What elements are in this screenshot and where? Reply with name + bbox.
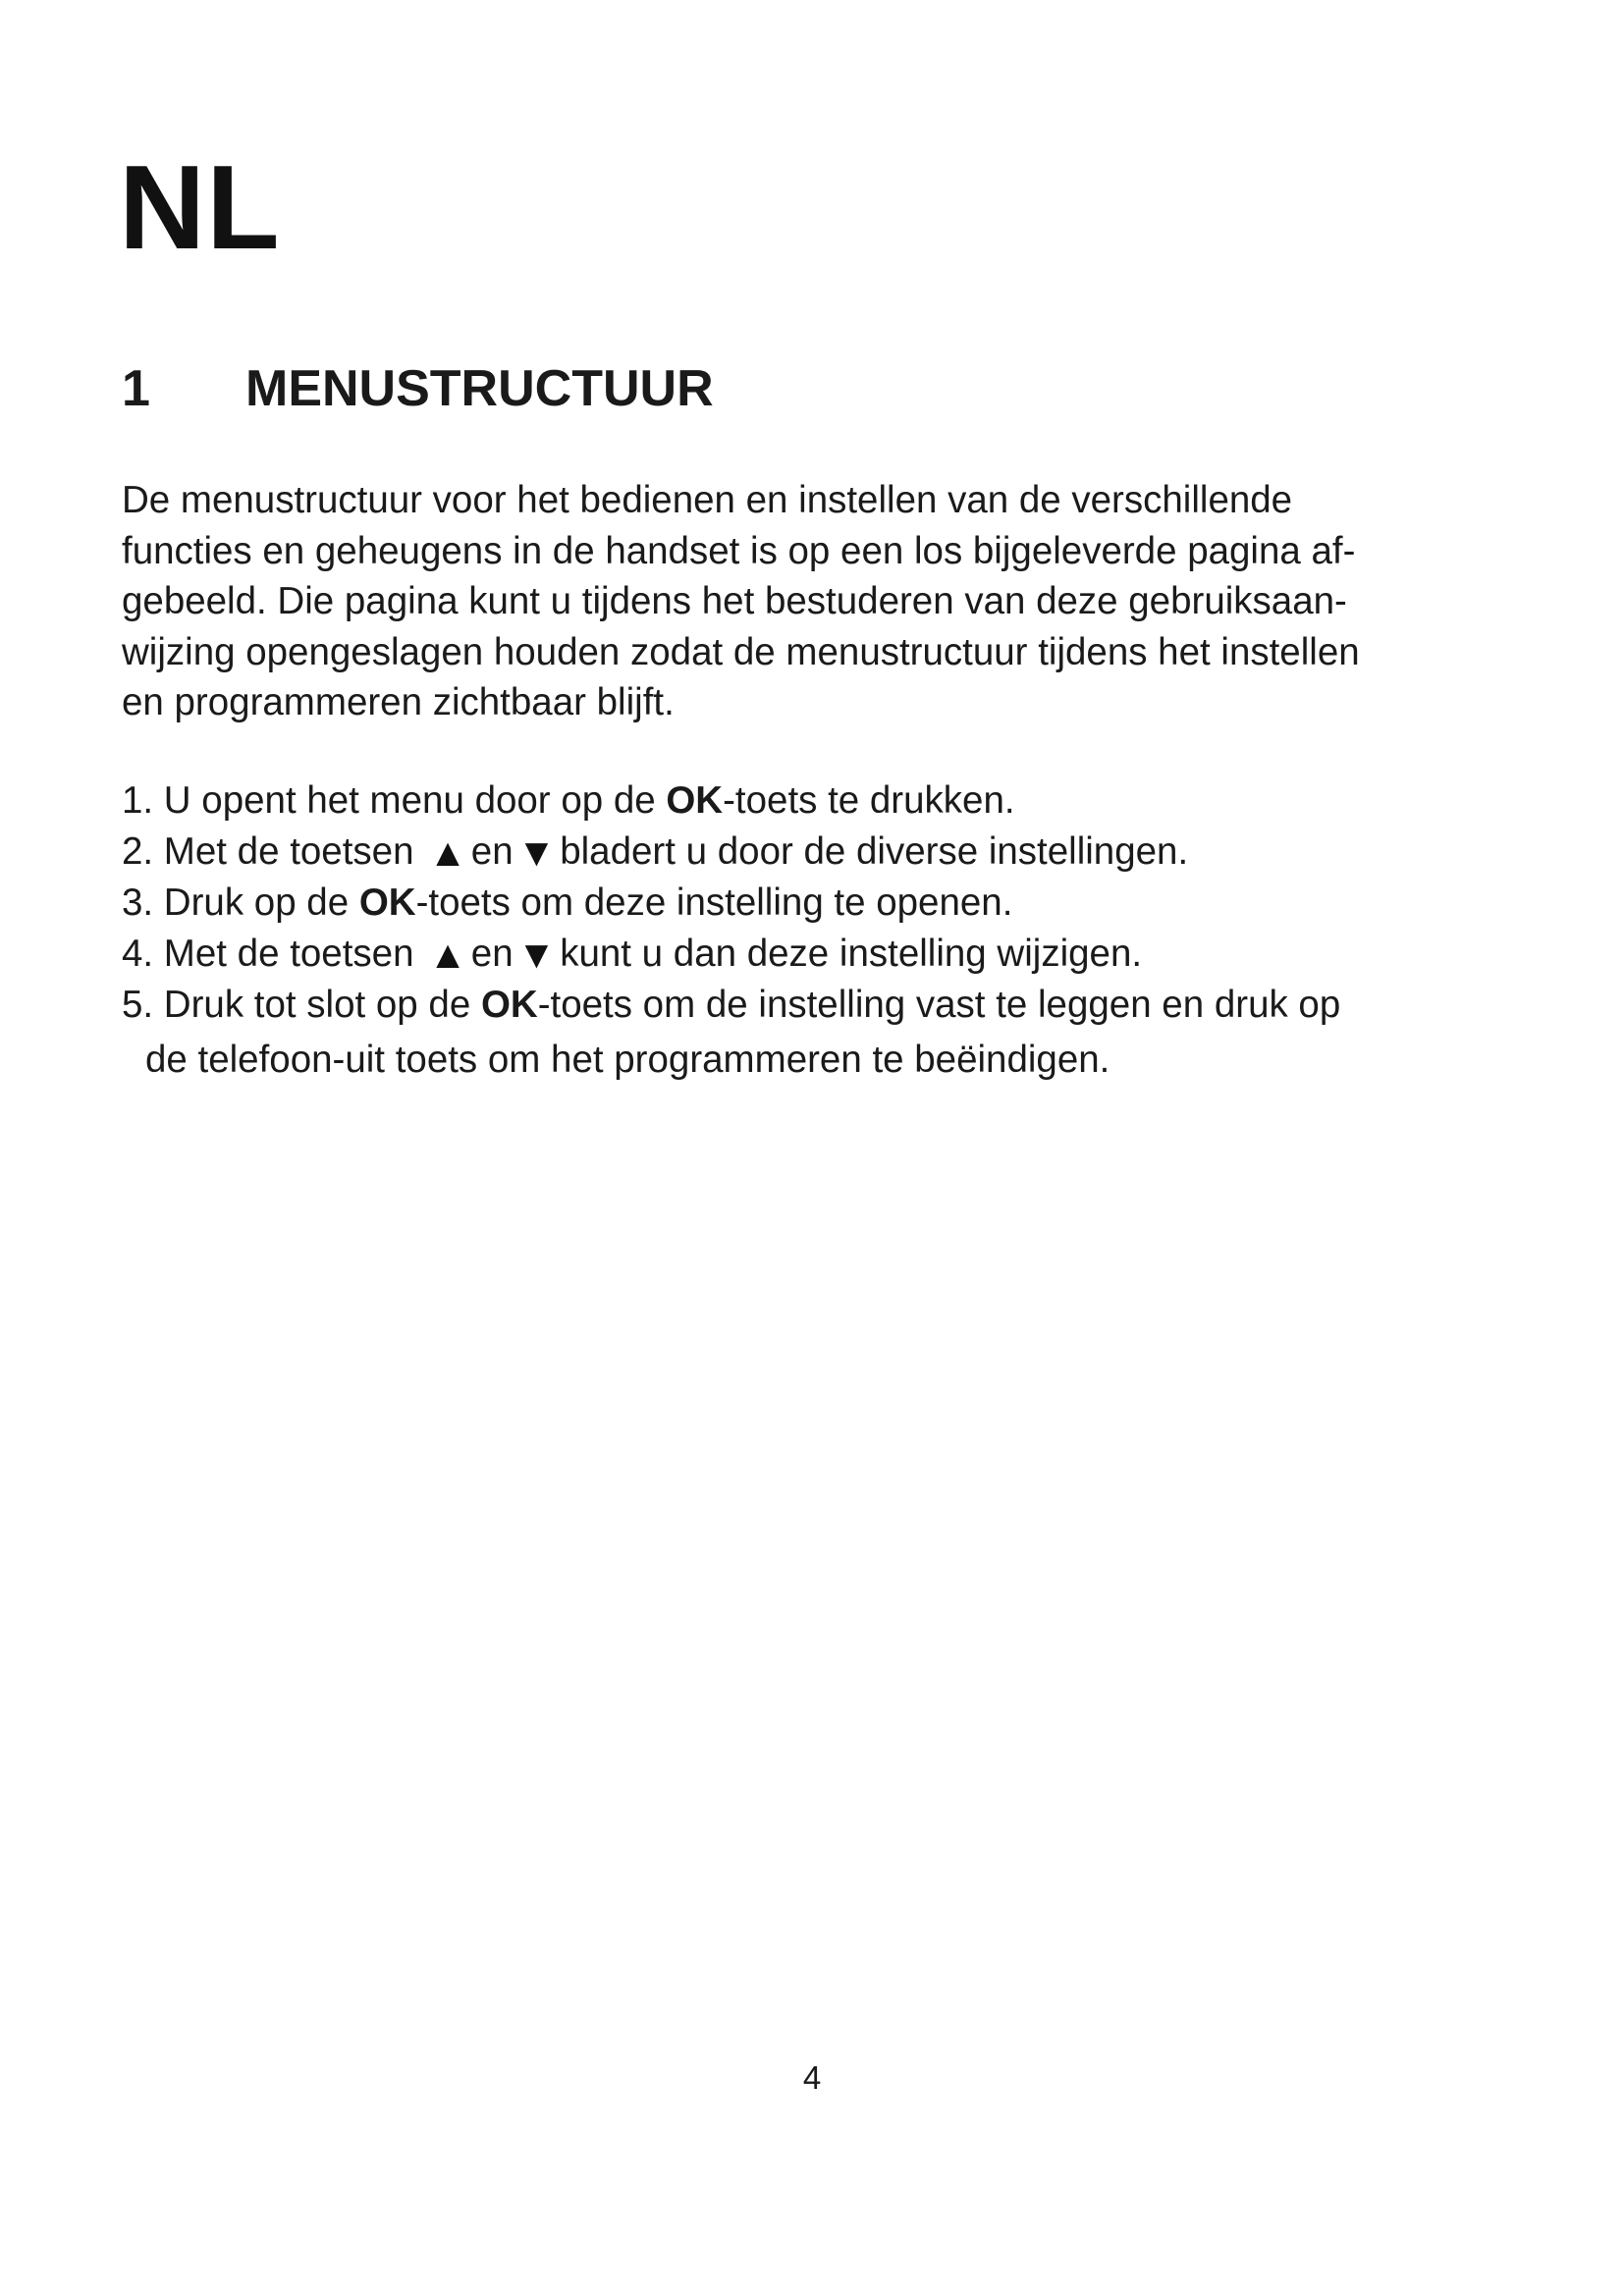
step-item: 3. Druk op de OK-toets om deze instelling te openen. bbox=[122, 881, 1013, 924]
steps-list bbox=[122, 775, 1526, 1086]
section-heading bbox=[122, 360, 714, 417]
intro-line: gebeeld. Die pagina kunt u tijdens het bestuderen van deze gebruiksaan- bbox=[122, 580, 1347, 622]
down-arrow-icon: ▼ bbox=[516, 934, 557, 977]
ok-key-label: OK bbox=[480, 984, 538, 1026]
intro-line: wijzing opengeslagen houden zodat de menustructuur tijdens het instellen bbox=[122, 630, 1360, 673]
up-arrow-icon: ▲ bbox=[428, 934, 467, 977]
intro-line: functies en geheugens in de handset is op een los bijgeleverde pagina af- bbox=[122, 529, 1356, 572]
section-number: 1 bbox=[122, 360, 150, 417]
section-title: MENUSTRUCTUUR bbox=[245, 360, 714, 417]
step-item: 1. U opent het menu door op de OK-toets te drukken. bbox=[122, 779, 1015, 822]
intro-paragraph bbox=[122, 475, 1516, 728]
ok-key-label: OK bbox=[666, 779, 724, 822]
up-arrow-icon: ▲ bbox=[428, 831, 467, 875]
step-item: 2. Met de toetsen ▲ en ▼ bladert u door de diverse instellingen. bbox=[122, 830, 1189, 875]
step-item: 4. Met de toetsen ▲ en ▼ kunt u dan deze instelling wijzigen. bbox=[122, 933, 1143, 977]
intro-line: en programmeren zichtbaar blijft. bbox=[122, 681, 675, 723]
step-item: 5. Druk tot slot op de OK-toets om de instelling vast te leggen en druk op bbox=[122, 984, 1341, 1026]
intro-line: De menustructuur voor het bedienen en instellen van de verschillende bbox=[122, 479, 1293, 521]
page-number: 4 bbox=[802, 2059, 822, 2096]
down-arrow-icon: ▼ bbox=[516, 831, 557, 875]
ok-key-label: OK bbox=[358, 881, 416, 924]
step-continuation: de telefoon-uit toets om het programmeren te beëindigen. bbox=[145, 1039, 1110, 1081]
language-code: NL bbox=[119, 140, 281, 274]
